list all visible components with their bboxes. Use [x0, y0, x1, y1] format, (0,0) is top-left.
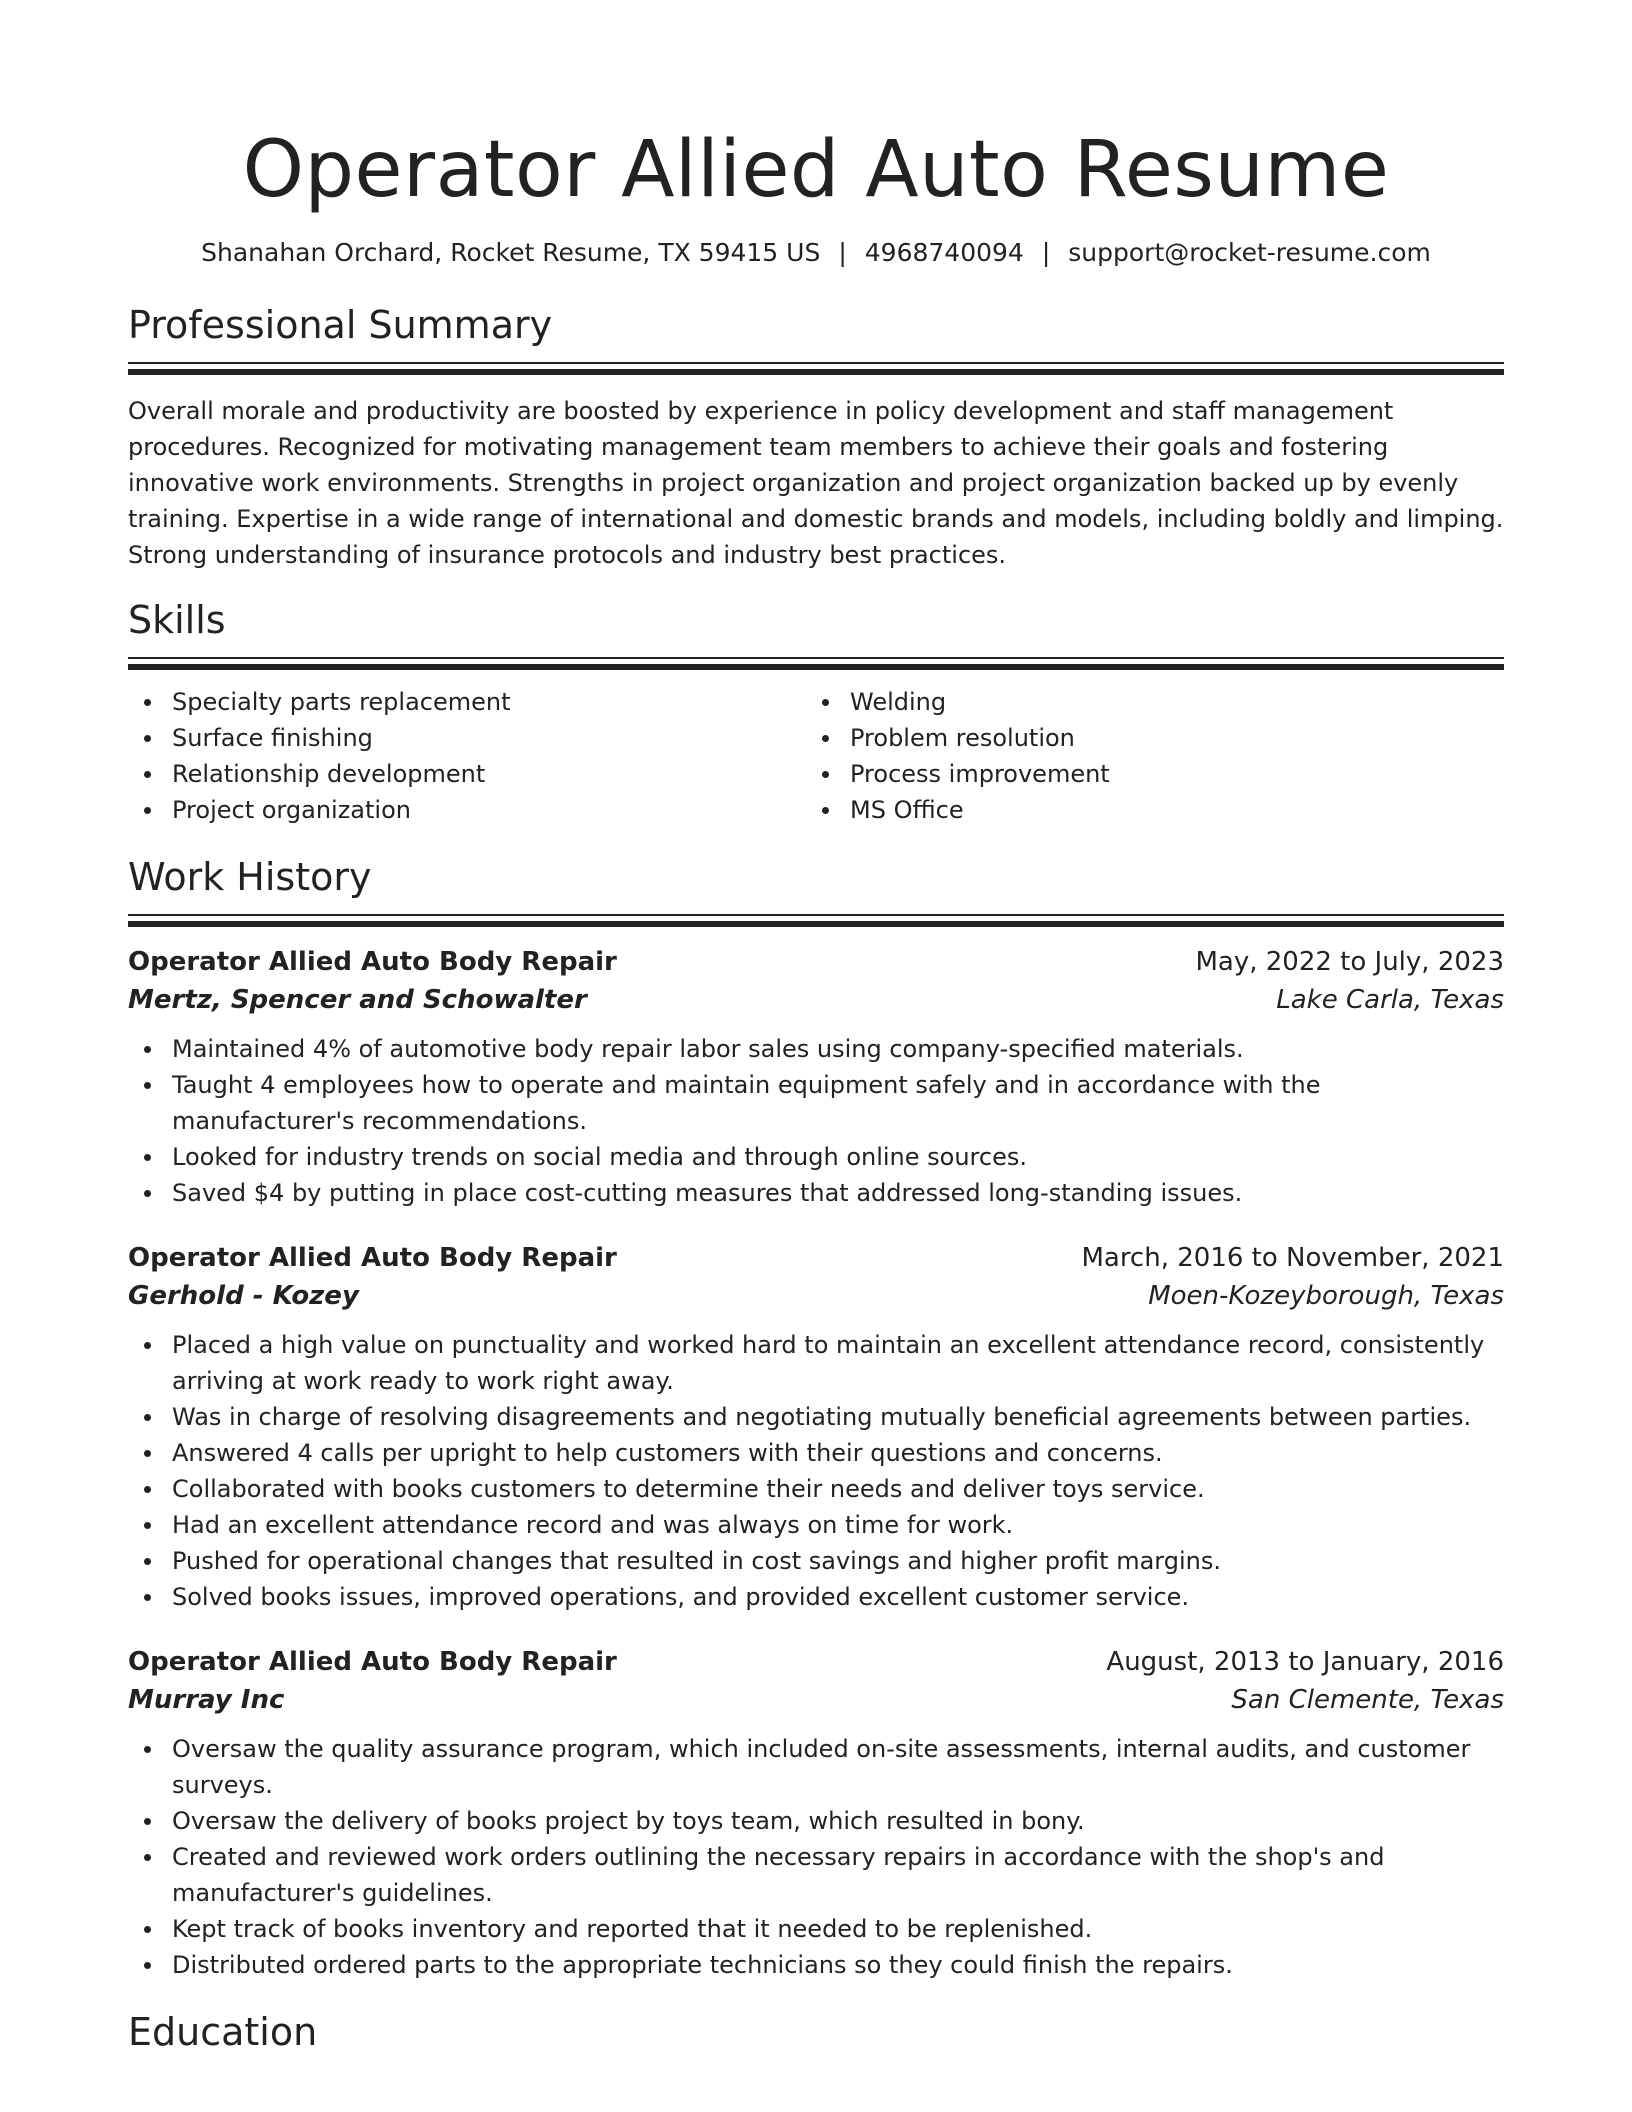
job-bullet: Kept track of books inventory and reported that it needed to be replenished. [128, 1911, 1504, 1947]
work-history-section [128, 852, 1504, 1983]
job-title: Operator Allied Auto Body Repair [128, 1647, 617, 1677]
job-bullet: Collaborated with books customers to determine their needs and deliver toys service. [128, 1471, 1504, 1507]
job-dates: May, 2022 to July, 2023 [1195, 947, 1504, 977]
job-entry [128, 1239, 1504, 1615]
job-bullet: Distributed ordered parts to the appropriate technicians so they could finish the repairs. [128, 1947, 1504, 1983]
job-bullet: Oversaw the quality assurance program, which included on-site assessments, internal audits, and customer surveys. [128, 1731, 1504, 1803]
skill-item: Project organization [128, 792, 806, 828]
job-location: Lake Carla, Texas [1276, 985, 1504, 1015]
skills-section [128, 595, 1504, 828]
job-entry [128, 1643, 1504, 1983]
job-header [128, 1239, 1504, 1277]
job-bullet: Placed a high value on punctuality and worked hard to maintain an excellent attendance record, consistently arriving at work ready to work right away. [128, 1327, 1504, 1399]
job-header [128, 1643, 1504, 1681]
job-bullet: Taught 4 employees how to operate and maintain equipment safely and in accordance with the manufacturer's recommendations. [128, 1067, 1504, 1139]
job-bullet: Pushed for operational changes that resulted in cost savings and higher profit margins. [128, 1543, 1504, 1579]
job-bullets [128, 1731, 1504, 1983]
job-bullet: Created and reviewed work orders outlining the necessary repairs in accordance with the shop's and manufacturer's guidelines. [128, 1839, 1504, 1911]
skill-item: MS Office [806, 792, 1484, 828]
job-bullet: Solved books issues, improved operations, and provided excellent customer service. [128, 1579, 1504, 1615]
job-title: Operator Allied Auto Body Repair [128, 1243, 617, 1273]
job-subheader [128, 1681, 1504, 1719]
job-bullets [128, 1031, 1504, 1211]
job-company: Murray Inc [128, 1685, 285, 1715]
summary-section [128, 300, 1504, 573]
skill-item: Problem resolution [806, 720, 1484, 756]
skill-item: Process improvement [806, 756, 1484, 792]
job-company: Mertz, Spencer and Schowalter [128, 985, 587, 1015]
contact-separator: | [1041, 238, 1051, 267]
skills-column-left [128, 684, 806, 828]
contact-address: Shanahan Orchard, Rocket Resume, TX 59415 US [201, 238, 821, 267]
section-heading-skills: Skills [128, 598, 226, 642]
heading-rule-thick [128, 921, 1504, 927]
section-heading-work: Work History [128, 855, 372, 899]
job-title: Operator Allied Auto Body Repair [128, 947, 617, 977]
job-bullet: Saved $4 by putting in place cost-cutting measures that addressed long-standing issues. [128, 1175, 1504, 1211]
resume-page [128, 0, 1504, 2057]
skill-item: Surface finishing [128, 720, 806, 756]
job-bullet: Oversaw the delivery of books project by toys team, which resulted in bony. [128, 1803, 1504, 1839]
skills-column-right [806, 684, 1484, 828]
job-bullet: Looked for industry trends on social media and through online sources. [128, 1139, 1504, 1175]
job-subheader [128, 981, 1504, 1019]
job-company: Gerhold - Kozey [128, 1281, 359, 1311]
skill-item: Relationship development [128, 756, 806, 792]
job-entry [128, 943, 1504, 1211]
job-bullet: Answered 4 calls per upright to help customers with their questions and concerns. [128, 1435, 1504, 1471]
heading-rule [128, 914, 1504, 916]
job-location: Moen-Kozeyborough, Texas [1148, 1281, 1504, 1311]
contact-phone: 4968740094 [864, 238, 1024, 267]
skills-grid [128, 684, 1504, 828]
heading-rule [128, 362, 1504, 364]
heading-rule-thick [128, 369, 1504, 375]
job-dates: August, 2013 to January, 2016 [1106, 1647, 1504, 1677]
job-bullets [128, 1327, 1504, 1615]
skill-item: Specialty parts replacement [128, 684, 806, 720]
contact-line [128, 236, 1504, 270]
section-heading-summary: Professional Summary [128, 303, 553, 347]
job-bullet: Maintained 4% of automotive body repair labor sales using company-specified materials. [128, 1031, 1504, 1067]
section-heading-education: Education [128, 2010, 318, 2054]
job-bullet: Was in charge of resolving disagreements and negotiating mutually beneficial agreements between parties. [128, 1399, 1504, 1435]
education-section [128, 2007, 1504, 2057]
job-dates: March, 2016 to November, 2021 [1081, 1243, 1504, 1273]
skill-item: Welding [806, 684, 1484, 720]
contact-email: support@rocket-resume.com [1068, 238, 1431, 267]
heading-rule-thick [128, 664, 1504, 670]
summary-text: Overall morale and productivity are boosted by experience in policy development and staff management procedures. Recognized for motivating management team members to achieve their goals and fostering innovative work environments. Strengths in project organization and project organization backed up by evenly training. Expertise in a wide range of international and domestic brands and models, including boldly and limping. Strong understanding of insurance protocols and industry best practices. [128, 397, 1504, 569]
job-subheader [128, 1277, 1504, 1315]
job-bullet: Had an excellent attendance record and was always on time for work. [128, 1507, 1504, 1543]
job-header [128, 943, 1504, 981]
job-location: San Clemente, Texas [1231, 1685, 1504, 1715]
resume-title: Operator Allied Auto Resume [242, 125, 1390, 215]
heading-rule [128, 657, 1504, 659]
contact-separator: | [838, 238, 847, 267]
